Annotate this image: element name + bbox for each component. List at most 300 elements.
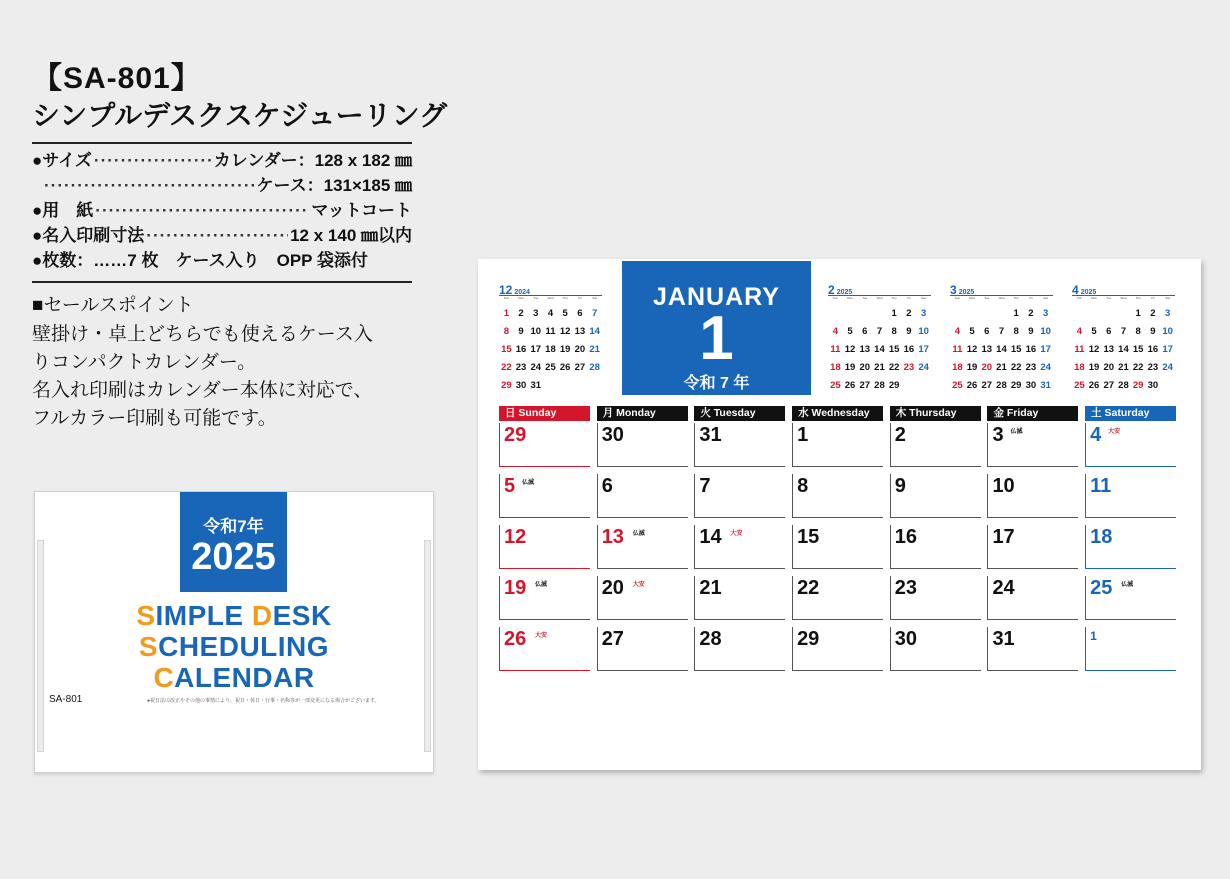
title-initial: D xyxy=(251,600,273,631)
mini-day: 11 xyxy=(545,325,556,337)
mini-day: 20 xyxy=(1103,361,1115,373)
mini-week xyxy=(950,376,1053,394)
mini-weekday: Sun xyxy=(954,296,961,300)
mini-weekday: Wed xyxy=(998,296,1005,300)
mini-week xyxy=(1072,340,1175,358)
mini-day: 21 xyxy=(589,343,600,355)
mini-day: 18 xyxy=(830,361,841,373)
cover-image xyxy=(34,491,434,773)
day-number: 20 xyxy=(601,577,624,599)
mini-day: 28 xyxy=(996,379,1007,391)
mini-day: 26 xyxy=(1088,379,1100,391)
rokuyo-label: 仏滅 xyxy=(535,582,548,588)
weekday-header xyxy=(499,406,1183,421)
day-cell xyxy=(1085,423,1176,467)
mini-day: 6 xyxy=(577,307,583,319)
spec-value: カレンダー：128 x 182 ㎜ xyxy=(213,151,412,170)
title-text: CHEDULING xyxy=(158,631,330,662)
title-initial: S xyxy=(136,600,156,631)
mini-week xyxy=(499,376,602,394)
title-initial: C xyxy=(153,662,175,693)
mini-weekday: Thu xyxy=(1135,296,1141,300)
mini-day: 24 xyxy=(1162,361,1173,373)
mini-weekday: Wed xyxy=(876,296,883,300)
day-number: 5 xyxy=(504,475,516,497)
week-row xyxy=(499,625,1183,676)
mini-day: 13 xyxy=(1103,343,1115,355)
mini-year: 2025 xyxy=(1080,289,1097,296)
day-cell xyxy=(792,525,883,569)
mini-day xyxy=(1087,304,1102,322)
day-number: 3 xyxy=(992,424,1004,446)
cover-year: 2025 xyxy=(191,536,276,578)
mini-year: 2024 xyxy=(514,289,530,296)
mini-weekday: Sun xyxy=(832,296,839,300)
mini-day xyxy=(1101,304,1116,322)
rokuyo-label: 大安 xyxy=(730,531,743,537)
mini-day: 18 xyxy=(952,361,963,373)
mini-day: 15 xyxy=(501,343,512,355)
mini-weekday: Tue xyxy=(1106,296,1112,300)
mini-header xyxy=(1072,281,1175,295)
mini-month: 3 xyxy=(950,283,957,297)
mini-day: 14 xyxy=(874,343,885,355)
spec-key: ●名入印刷寸法 xyxy=(32,226,145,245)
mini-day: 27 xyxy=(859,379,871,391)
mini-day xyxy=(543,376,558,394)
mini-day: 29 xyxy=(1010,379,1022,391)
mini-day: 30 xyxy=(1025,379,1037,391)
mini-day xyxy=(965,304,980,322)
mini-day: 5 xyxy=(969,325,975,337)
mini-day: 27 xyxy=(574,361,586,373)
mini-day: 24 xyxy=(918,361,929,373)
day-number: 8 xyxy=(797,475,809,497)
mini-day: 2 xyxy=(906,307,912,319)
mini-day: 23 xyxy=(1025,361,1037,373)
day-number: 28 xyxy=(699,628,722,650)
mini-month: 4 xyxy=(1072,283,1079,297)
mini-weekdays xyxy=(828,295,931,301)
day-cell xyxy=(597,576,688,620)
mini-day: 10 xyxy=(918,325,929,337)
mini-week xyxy=(1072,322,1175,340)
mini-weekday: Sun xyxy=(503,296,510,300)
mini-weekday: Fri xyxy=(907,296,911,300)
mini-day: 31 xyxy=(1040,379,1051,391)
day-cell xyxy=(1085,525,1176,569)
day-cell xyxy=(792,474,883,518)
mini-weekday: Thu xyxy=(891,296,897,300)
mini-day: 12 xyxy=(1088,343,1100,355)
mini-day: 3 xyxy=(1042,307,1049,319)
mini-day: 20 xyxy=(574,343,586,355)
day-number: 31 xyxy=(699,424,722,446)
mini-weekday: Fri xyxy=(1029,296,1033,300)
mini-day: 25 xyxy=(1074,379,1085,391)
spec-value: ケース：131×185 ㎜ xyxy=(256,176,412,195)
mini-day: 29 xyxy=(1132,379,1144,391)
day-number: 13 xyxy=(601,526,624,548)
mini-day: 24 xyxy=(530,361,542,373)
spec-key: ●用 紙 xyxy=(32,201,94,220)
day-cell xyxy=(597,474,688,518)
mini-day xyxy=(902,376,917,394)
day-number: 30 xyxy=(894,628,917,650)
mini-week xyxy=(950,340,1053,358)
mini-day: 13 xyxy=(859,343,871,355)
day-number: 16 xyxy=(894,526,917,548)
mini-day: 2 xyxy=(1028,307,1034,319)
mini-day: 12 xyxy=(559,325,571,337)
day-number: 1 xyxy=(1090,629,1097,643)
day-cell xyxy=(1085,627,1176,671)
mini-week xyxy=(1072,376,1175,394)
divider xyxy=(32,142,412,144)
mini-day xyxy=(979,304,994,322)
day-cell xyxy=(499,525,590,569)
mini-weekday: Sat xyxy=(1165,296,1170,300)
mini-day: 16 xyxy=(903,343,915,355)
mini-day: 3 xyxy=(920,307,927,319)
mini-day: 6 xyxy=(984,325,990,337)
week-row xyxy=(499,574,1183,625)
mini-day: 21 xyxy=(874,361,885,373)
spec-value: ……7 枚 ケース入り OPP 袋添付 xyxy=(93,251,368,270)
mini-week xyxy=(828,376,931,394)
mini-table xyxy=(499,304,602,394)
mini-week xyxy=(828,358,931,376)
day-cell xyxy=(597,525,688,569)
mini-weekday: Sat xyxy=(592,296,597,300)
week-row xyxy=(499,421,1183,472)
mini-day: 15 xyxy=(1010,343,1022,355)
mini-weekday: Mon xyxy=(847,296,853,300)
mini-weekdays xyxy=(499,295,602,301)
mini-day: 17 xyxy=(1162,343,1173,355)
title-initial: S xyxy=(138,631,159,662)
mini-day: 28 xyxy=(589,361,600,373)
rokuyo-label: 仏滅 xyxy=(1010,429,1023,435)
mini-day: 26 xyxy=(966,379,978,391)
mini-day: 9 xyxy=(906,325,912,337)
day-cell xyxy=(987,576,1078,620)
mini-day: 10 xyxy=(1162,325,1173,337)
mini-week xyxy=(950,358,1053,376)
mini-day: 5 xyxy=(847,325,853,337)
mini-day: 4 xyxy=(547,307,554,319)
mini-day: 9 xyxy=(1150,325,1156,337)
mini-day xyxy=(872,304,887,322)
mini-table xyxy=(1072,304,1175,394)
day-number: 12 xyxy=(504,526,527,548)
cover-era: 令和7年 xyxy=(203,517,264,536)
mini-day xyxy=(950,304,965,322)
day-number: 31 xyxy=(992,628,1015,650)
mini-day: 5 xyxy=(1091,325,1097,337)
weeks xyxy=(499,421,1183,676)
mini-day: 11 xyxy=(830,343,841,355)
mini-day: 9 xyxy=(518,325,524,337)
day-number: 4 xyxy=(1090,424,1102,446)
mini-day: 27 xyxy=(981,379,993,391)
mini-weekday: Thu xyxy=(1013,296,1019,300)
mini-day: 24 xyxy=(1040,361,1051,373)
rokuyo-label: 大安 xyxy=(535,633,548,639)
mini-day: 21 xyxy=(1118,361,1129,373)
mini-day xyxy=(1160,376,1175,394)
weekday-3: 水 Wednesday xyxy=(792,406,883,421)
mini-day: 25 xyxy=(952,379,963,391)
day-cell xyxy=(499,576,590,620)
mini-week xyxy=(828,304,931,322)
mini-day: 15 xyxy=(888,343,900,355)
mini-day: 4 xyxy=(954,325,960,337)
mini-week xyxy=(1072,304,1175,322)
title-text: ALENDAR xyxy=(174,662,315,693)
day-number: 1 xyxy=(797,424,809,446)
spec-row xyxy=(32,148,412,173)
mini-calendar xyxy=(950,281,1053,394)
day-number: 27 xyxy=(601,628,624,650)
mini-day xyxy=(1072,304,1087,322)
mini-day: 3 xyxy=(533,307,539,319)
day-number: 23 xyxy=(894,577,917,599)
mini-day: 22 xyxy=(888,361,900,373)
month-badge xyxy=(622,261,811,395)
mini-day: 1 xyxy=(891,307,897,319)
mini-month: 2 xyxy=(828,283,835,297)
day-cell xyxy=(694,627,785,671)
mini-week xyxy=(499,322,602,340)
mini-day: 19 xyxy=(559,343,571,355)
mini-day: 22 xyxy=(1132,361,1144,373)
cover-title-line xyxy=(35,662,433,693)
mini-week xyxy=(828,340,931,358)
mini-day: 18 xyxy=(1074,361,1085,373)
mini-day: 26 xyxy=(844,379,856,391)
leader-dots xyxy=(94,148,212,173)
sales-points-body: 壁掛け・卓上どちらでも使えるケース入 りコンパクトカレンダー。 名入れ印刷はカレンダー本体に対応で、 フルカラー印刷も可能です。 xyxy=(32,324,373,429)
spec-value: 12 x 140 ㎜以内 xyxy=(290,226,412,245)
mini-day: 8 xyxy=(503,325,509,337)
mini-week xyxy=(950,322,1053,340)
mini-week xyxy=(499,340,602,358)
mini-day: 5 xyxy=(562,307,568,319)
mini-day: 17 xyxy=(530,343,542,355)
spec-row xyxy=(32,223,412,248)
mini-day: 18 xyxy=(545,343,556,355)
mini-day xyxy=(573,376,588,394)
mini-day: 22 xyxy=(1010,361,1022,373)
day-cell xyxy=(499,627,590,671)
era-year: 令和 7 年 xyxy=(683,375,750,392)
rokuyo-label: 仏滅 xyxy=(632,531,645,537)
day-number: 2 xyxy=(894,424,906,446)
mini-day: 25 xyxy=(830,379,841,391)
mini-day: 4 xyxy=(832,325,838,337)
weekday-4: 木 Thursday xyxy=(890,406,981,421)
spec-row xyxy=(32,198,412,223)
cover-note: ●祝日法の改正やその他の事情により、祝日・休日・行事・名称等が一部変更になる場合がございます。 xyxy=(147,698,380,704)
mini-day: 19 xyxy=(844,361,856,373)
cover-code: SA-801 xyxy=(49,694,83,705)
mini-day: 16 xyxy=(1147,343,1159,355)
mini-day: 12 xyxy=(844,343,856,355)
week-row xyxy=(499,472,1183,523)
mini-day: 26 xyxy=(559,361,571,373)
day-cell xyxy=(694,525,785,569)
day-cell xyxy=(890,576,981,620)
mini-year: 2025 xyxy=(958,289,975,296)
title-text: ESK xyxy=(272,600,332,631)
mini-header xyxy=(499,281,602,295)
mini-day: 7 xyxy=(591,307,598,319)
divider xyxy=(32,281,412,283)
rokuyo-label: 大安 xyxy=(1108,429,1121,435)
mini-day: 6 xyxy=(862,325,868,337)
day-number: 18 xyxy=(1090,526,1113,548)
day-cell xyxy=(987,525,1078,569)
spec-key: ●サイズ xyxy=(32,151,92,170)
day-number: 14 xyxy=(699,526,722,548)
mini-month: 12 xyxy=(499,283,513,297)
day-number: 22 xyxy=(797,577,820,599)
day-number: 7 xyxy=(699,475,711,497)
mini-weekday: Mon xyxy=(1091,296,1097,300)
mini-day: 20 xyxy=(859,361,871,373)
spec-row xyxy=(32,248,412,273)
mini-day: 7 xyxy=(876,325,883,337)
mini-day: 2 xyxy=(1150,307,1156,319)
day-cell xyxy=(597,627,688,671)
mini-day: 30 xyxy=(1147,379,1159,391)
mini-day: 16 xyxy=(1025,343,1037,355)
cover-year-badge xyxy=(180,492,287,592)
weekday-2: 火 Tuesday xyxy=(694,406,785,421)
spec-row xyxy=(32,173,412,198)
mini-week xyxy=(499,358,602,376)
model-number: 【SA-801】 xyxy=(32,62,202,95)
mini-day: 31 xyxy=(530,379,542,391)
mini-header xyxy=(828,281,931,295)
product-spec xyxy=(32,62,448,433)
day-number: 29 xyxy=(797,628,820,650)
day-cell xyxy=(792,423,883,467)
mini-week xyxy=(499,304,602,322)
mini-day: 7 xyxy=(998,325,1005,337)
mini-day: 16 xyxy=(515,343,527,355)
mini-calendar xyxy=(499,281,602,394)
mini-day: 28 xyxy=(1118,379,1129,391)
day-cell xyxy=(792,627,883,671)
calendar-page xyxy=(478,259,1201,770)
day-cell xyxy=(987,627,1078,671)
mini-day: 25 xyxy=(545,361,556,373)
day-cell xyxy=(694,474,785,518)
mini-day: 28 xyxy=(874,379,885,391)
spec-key: ●枚数： xyxy=(32,251,94,270)
mini-year: 2025 xyxy=(836,289,853,296)
spec-list xyxy=(32,148,412,273)
day-number: 24 xyxy=(992,577,1015,599)
mini-week xyxy=(950,304,1053,322)
mini-day: 29 xyxy=(501,379,512,391)
mini-weekday: Sat xyxy=(921,296,926,300)
month-name: JANUARY xyxy=(653,283,780,311)
day-number: 10 xyxy=(992,475,1015,497)
day-cell xyxy=(1085,576,1176,620)
mini-day: 13 xyxy=(981,343,993,355)
mini-day: 20 xyxy=(981,361,993,373)
mini-day: 10 xyxy=(530,325,542,337)
day-number: 26 xyxy=(504,628,527,650)
mini-day: 17 xyxy=(918,343,929,355)
leader-dots xyxy=(95,198,309,223)
title-text: IMPLE xyxy=(155,600,252,631)
mini-day: 27 xyxy=(1103,379,1115,391)
day-number: 21 xyxy=(699,577,722,599)
day-number: 25 xyxy=(1090,577,1113,599)
rokuyo-label: 大安 xyxy=(632,582,645,588)
mini-day: 23 xyxy=(1147,361,1159,373)
mini-day: 12 xyxy=(966,343,978,355)
mini-header xyxy=(950,281,1053,295)
mini-weekday: Wed xyxy=(1120,296,1127,300)
day-number: 6 xyxy=(601,475,613,497)
weekday-0: 日 Sunday xyxy=(499,406,590,421)
mini-day: 15 xyxy=(1132,343,1144,355)
mini-day: 19 xyxy=(1088,361,1100,373)
mini-day: 30 xyxy=(515,379,527,391)
mini-day: 11 xyxy=(1074,343,1085,355)
mini-day: 19 xyxy=(966,361,978,373)
mini-day: 4 xyxy=(1076,325,1082,337)
mini-day: 1 xyxy=(503,307,509,319)
mini-weekday: Mon xyxy=(969,296,975,300)
mini-day: 8 xyxy=(891,325,897,337)
mini-calendar xyxy=(828,281,931,394)
day-cell xyxy=(987,474,1078,518)
month-grid xyxy=(499,406,1183,676)
mini-day: 14 xyxy=(589,325,600,337)
mini-day: 2 xyxy=(518,307,524,319)
weekday-5: 金 Friday xyxy=(987,406,1078,421)
mini-day xyxy=(994,304,1009,322)
rokuyo-label: 仏滅 xyxy=(522,480,535,486)
mini-weekday: Fri xyxy=(1151,296,1155,300)
day-cell xyxy=(890,525,981,569)
day-number: 29 xyxy=(504,424,527,446)
mini-day xyxy=(1116,304,1131,322)
mini-day: 23 xyxy=(515,361,527,373)
mini-day: 21 xyxy=(996,361,1007,373)
sales-points-heading: ■セールスポイント xyxy=(32,295,194,316)
mini-weekday: Tue xyxy=(533,296,539,300)
mini-day: 22 xyxy=(501,361,512,373)
day-cell xyxy=(694,423,785,467)
product-name: シンプルデスクスケジューリング xyxy=(32,100,448,131)
mini-week xyxy=(1072,358,1175,376)
day-number: 30 xyxy=(601,424,624,446)
day-number: 9 xyxy=(894,475,906,497)
mini-day: 1 xyxy=(1135,307,1141,319)
day-cell xyxy=(890,627,981,671)
mini-weekday: Tue xyxy=(984,296,990,300)
leader-dots xyxy=(44,173,254,198)
mini-day: 14 xyxy=(996,343,1007,355)
day-number: 19 xyxy=(504,577,527,599)
